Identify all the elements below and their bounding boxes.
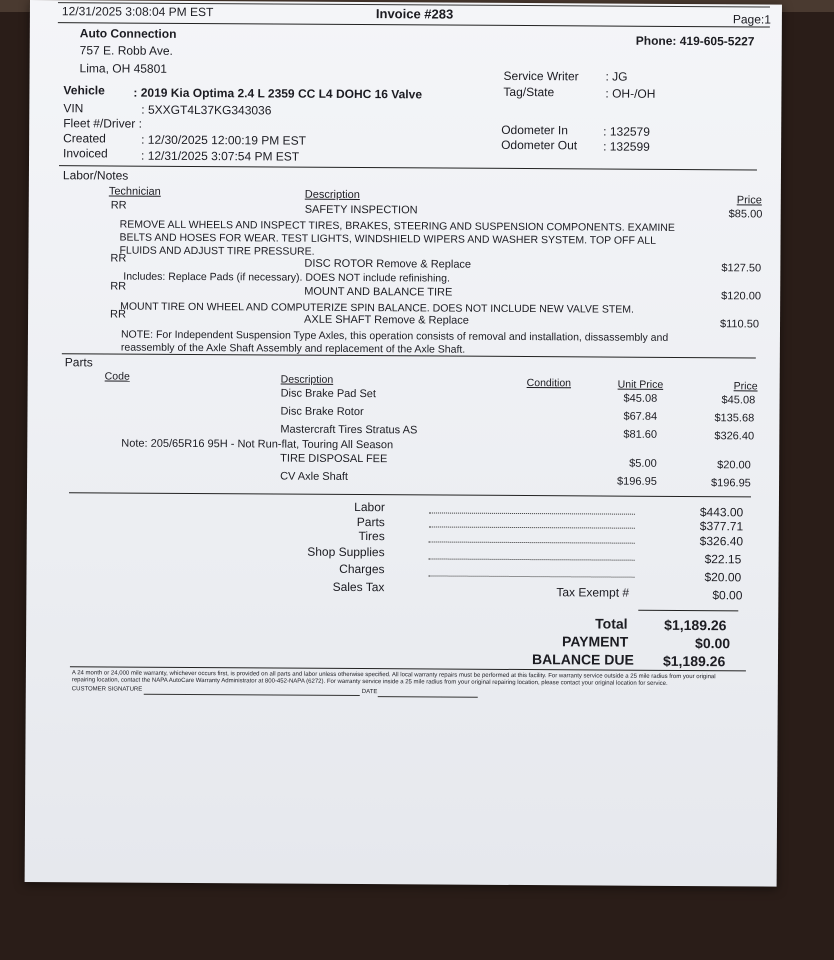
vin-label: VIN [63,101,84,116]
part-row-unit-price: $45.08 [623,392,658,405]
invoiced-value: : 12/31/2025 3:07:54 PM EST [141,148,300,164]
invoice-paper [25,0,782,887]
labor-row-note: NOTE: For Independent Suspension Type Axles, this operation consists of removal and installation, dissassembly and reassembly of the Axle Shaft Assembly and replacement of the Axle Shaft. [120,328,669,356]
shop-address-2: Lima, OH 45801 [79,61,168,76]
leader-dots [429,512,635,514]
payment-value: $0.00 [695,635,731,652]
created-label: Created [63,131,106,146]
parts-col-condition: Condition [526,377,572,390]
labor-row-description: AXLE SHAFT Remove & Replace [304,313,469,327]
labor-section-title: Labor/Notes [62,168,129,183]
labor-row-description: SAFETY INSPECTION [304,203,418,217]
part-row-description: Disc Brake Rotor [280,405,364,419]
signature-line[interactable] [144,694,360,696]
balance-due-label: BALANCE DUE [531,651,634,668]
labor-col-description: Description [304,188,360,202]
labor-row-price: $110.50 [719,318,760,331]
invoice-title: Invoice #283 [375,6,454,22]
part-row-description: TIRE DISPOSAL FEE [280,452,388,466]
service-writer-label: Service Writer [503,68,579,84]
total-labor-value: $443.00 [699,505,744,520]
total-charges-label: Charges [339,561,385,577]
total-parts-label: Parts [356,515,385,530]
total-sales-tax-value: $0.00 [712,588,743,603]
total-shop-supplies-value: $22.15 [704,552,742,567]
labor-row-tech: RR [110,308,127,321]
odometer-in-value: : 132579 [603,124,650,139]
leader-dots [428,575,634,577]
part-row-unit-price: $81.60 [623,428,658,441]
date-line[interactable] [378,696,478,698]
odometer-out-label: Odometer Out [501,137,578,153]
printed-timestamp: 12/31/2025 3:08:04 PM EST [61,4,214,20]
total-parts-value: $377.71 [699,519,744,534]
labor-row-note: Includes: Replace Pads (if necessary). DOES NOT include refinishing. [123,270,450,285]
grand-total-value: $1,189.26 [664,616,727,634]
total-labor-label: Labor [354,499,385,515]
parts-col-code: Code [104,370,130,383]
tax-exempt-label: Tax Exempt # [556,585,630,600]
labor-row-tech: RR [110,280,127,293]
labor-row-note: REMOVE ALL WHEELS AND INSPECT TIRES, BRAKES, STEERING AND SUSPENSION COMPONENTS. EXAMINE BELTS AND HOSES FOR WEAR. TEST LIGHTS, WINDSHIELD WIPERS AND WASHER SYSTEM. TOP OFF ALL FLUIDS AND ADJUST TIRE PRESSURE. [119,218,675,258]
created-value: : 12/30/2025 12:00:19 PM EST [141,132,306,148]
parts-col-description: Description [280,373,334,386]
vehicle-value: : 2019 Kia Optima 2.4 L 2359 CC L4 DOHC 16 Valve [133,85,423,102]
fleet-driver-label: Fleet #/Driver : [63,116,142,131]
parts-section-title: Parts [64,355,93,370]
labor-col-price: Price [736,194,762,207]
total-tires-label: Tires [358,529,385,544]
part-row-unit-price: $196.95 [617,475,657,488]
warranty-text: A 24 month or 24,000 mile warranty, whichever occurs first, is provided on all parts and labor unless otherwise specified. All local warranty repairs must be performed at this facility. For warranty service outside a 25 mile radius from your original repairing location, contact the NAPA AutoCare Warranty Administrator at 800-452-NAPA (6272). For warranty service inside a 25 mile radius from your original repairing location, please contact your original location for service. [71,670,716,687]
shop-name: Auto Connection [79,26,177,41]
labor-row-description: MOUNT AND BALANCE TIRE [304,285,453,299]
parts-col-unit-price: Unit Price [617,378,664,391]
labor-row-tech: RR [110,199,127,212]
parts-col-price: Price [733,380,758,393]
labor-col-technician: Technician [108,185,161,198]
labor-row-description: DISC ROTOR Remove & Replace [304,257,472,271]
part-row-price: $326.40 [714,430,755,443]
part-row-price: $45.08 [721,394,756,407]
total-tires-value: $326.40 [699,534,744,549]
labor-row-tech: RR [110,252,127,265]
customer-signature-label: CUSTOMER SIGNATURE [71,686,143,693]
leader-dots [429,526,635,528]
tire-note: Note: 205/65R16 95H - Not Run-flat, Touring All Season [121,437,394,452]
payment-label: PAYMENT [562,633,629,650]
total-sales-tax-label: Sales Tax [332,579,385,595]
part-row-unit-price: $5.00 [629,457,657,470]
invoiced-label: Invoiced [63,146,108,161]
balance-due-value: $1,189.26 [662,652,726,670]
date-label: DATE [361,689,378,696]
vin-value: : 5XXGT4L37KG343036 [141,102,272,118]
service-writer-value: : JG [605,69,628,84]
odometer-out-value: : 132599 [603,139,650,154]
leader-dots [429,558,635,560]
parts-rule [69,492,751,497]
labor-row-note: MOUNT TIRE ON WHEEL AND COMPUTERIZE SPIN BALANCE. DOES NOT INCLUDE NEW VALVE STEM. [120,300,634,316]
labor-row-price: $127.50 [721,262,762,275]
part-row-description: Disc Brake Pad Set [280,387,377,401]
part-row-unit-price: $67.84 [623,410,658,423]
vehicle-label: Vehicle [63,83,105,98]
total-shop-supplies-label: Shop Supplies [307,544,385,560]
shop-phone: Phone: 419-605-5227 [635,33,755,49]
total-rule [638,610,738,612]
page-number: Page:1 [732,12,771,27]
leader-dots [429,541,635,543]
part-row-description: CV Axle Shaft [280,470,349,483]
shop-address-1: 757 E. Robb Ave. [79,43,173,58]
tag-state-label: Tag/State [503,84,555,100]
labor-row-price: $120.00 [721,290,762,303]
grand-total-label: Total [595,615,628,632]
part-row-price: $20.00 [717,459,751,472]
part-row-description: Mastercraft Tires Stratus AS [280,423,418,437]
total-charges-value: $20.00 [704,570,742,585]
part-row-price: $135.68 [714,412,755,425]
tag-state-value: : OH-/OH [605,86,656,101]
labor-row-price: $85.00 [728,208,763,221]
odometer-in-label: Odometer In [501,122,568,138]
part-row-price: $196.95 [711,477,751,490]
vehicle-rule [59,165,757,170]
